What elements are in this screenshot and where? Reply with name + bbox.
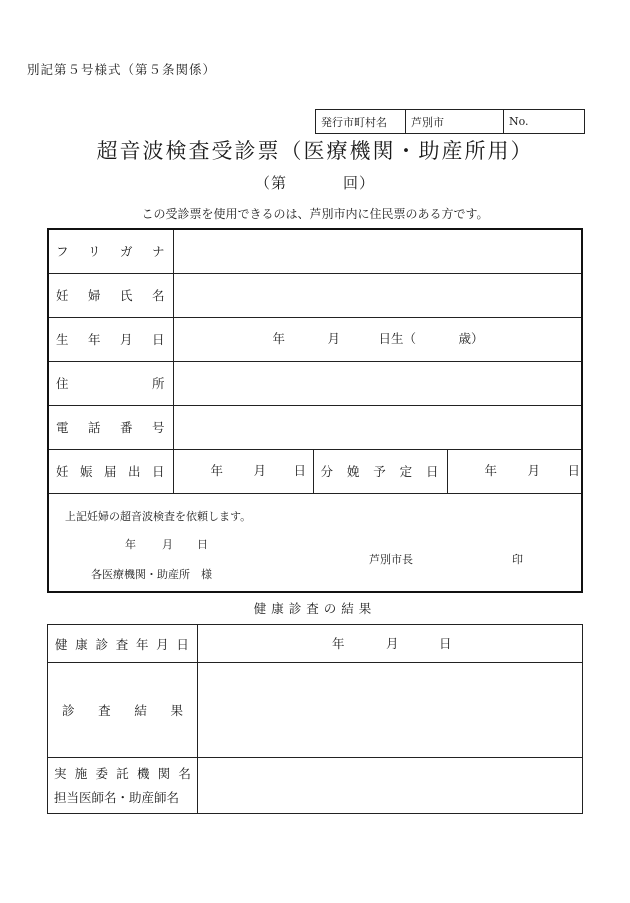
request-section xyxy=(48,493,582,592)
dob-field[interactable] xyxy=(173,317,582,361)
request-day: 日 xyxy=(197,537,208,551)
due-day: 日 xyxy=(567,463,581,478)
exam-year: 年 xyxy=(332,635,345,651)
round-close: 回） xyxy=(343,174,376,192)
pregnancy-year: 年 xyxy=(210,463,224,478)
pregnancy-date-field[interactable] xyxy=(173,449,313,493)
mayor-title: 芦別市長 xyxy=(369,552,413,566)
due-month: 月 xyxy=(527,463,541,478)
phone-field[interactable] xyxy=(173,405,582,449)
request-year: 年 xyxy=(125,537,136,551)
furigana-field[interactable] xyxy=(173,229,582,273)
exam-date-label: 健 康 診 査 年 月 日 xyxy=(48,625,198,663)
exam-month: 月 xyxy=(386,635,399,651)
furigana-label-text: フ リ ガ ナ xyxy=(56,244,165,260)
results-table xyxy=(47,624,583,814)
patient-info-table xyxy=(47,228,583,593)
result-label: 診 査 結 果 xyxy=(48,663,198,758)
address-label: 住 所 xyxy=(48,361,173,405)
pregnancy-day: 日 xyxy=(293,463,307,478)
dob-label: 生 年 月 日 xyxy=(48,317,173,361)
seal-mark: 印 xyxy=(512,552,523,566)
page-title: 超音波検査受診票（医療機関・助産所用） xyxy=(96,139,534,163)
issuer-number: No. xyxy=(509,115,529,128)
results-section-title: 健康診査の結果 xyxy=(253,601,377,616)
pregnancy-month: 月 xyxy=(253,463,267,478)
issuer-box xyxy=(315,109,585,134)
request-month: 月 xyxy=(162,537,173,551)
pregnancy-date-label: 妊 娠 届 出 日 xyxy=(48,449,173,493)
doctor-label: 担当医師名・助産師名 xyxy=(54,789,180,805)
name-field[interactable] xyxy=(173,273,582,317)
institution-doctor-label: 実 施 委 託 機 関 名 担当医師名・助産師名 xyxy=(48,758,198,814)
due-date-field[interactable] xyxy=(447,449,582,493)
form-number-note: 別記第５号様式（第５条関係） xyxy=(27,62,217,77)
round-open: （第 xyxy=(254,174,287,192)
eligibility-notice: この受診票を使用できるのは、芦別市内に住民票のある方です。 xyxy=(141,207,489,221)
exam-round xyxy=(0,172,630,193)
request-text: 上記妊婦の超音波検査を依頼します。 xyxy=(65,509,252,523)
name-label: 妊 婦 氏 名 xyxy=(48,273,173,317)
dob-age: 歳） xyxy=(458,331,484,346)
due-date-label: 分 娩 予 定 日 xyxy=(313,449,447,493)
addressee: 各医療機関・助産所 様 xyxy=(91,567,212,581)
exam-day: 日 xyxy=(439,635,452,651)
dob-month: 月 xyxy=(327,331,341,346)
issuer-label: 発行市町村名 xyxy=(316,110,406,133)
dob-day: 日生（ xyxy=(378,331,417,346)
institution-doctor-field[interactable] xyxy=(198,758,583,814)
phone-label: 電 話 番 号 xyxy=(48,405,173,449)
result-field[interactable] xyxy=(198,663,583,758)
furigana-label xyxy=(48,229,173,273)
dob-year: 年 xyxy=(272,331,286,346)
address-field[interactable] xyxy=(173,361,582,405)
issuer-city: 芦別市 xyxy=(406,110,504,133)
due-year: 年 xyxy=(484,463,498,478)
exam-date-field[interactable] xyxy=(198,625,583,663)
